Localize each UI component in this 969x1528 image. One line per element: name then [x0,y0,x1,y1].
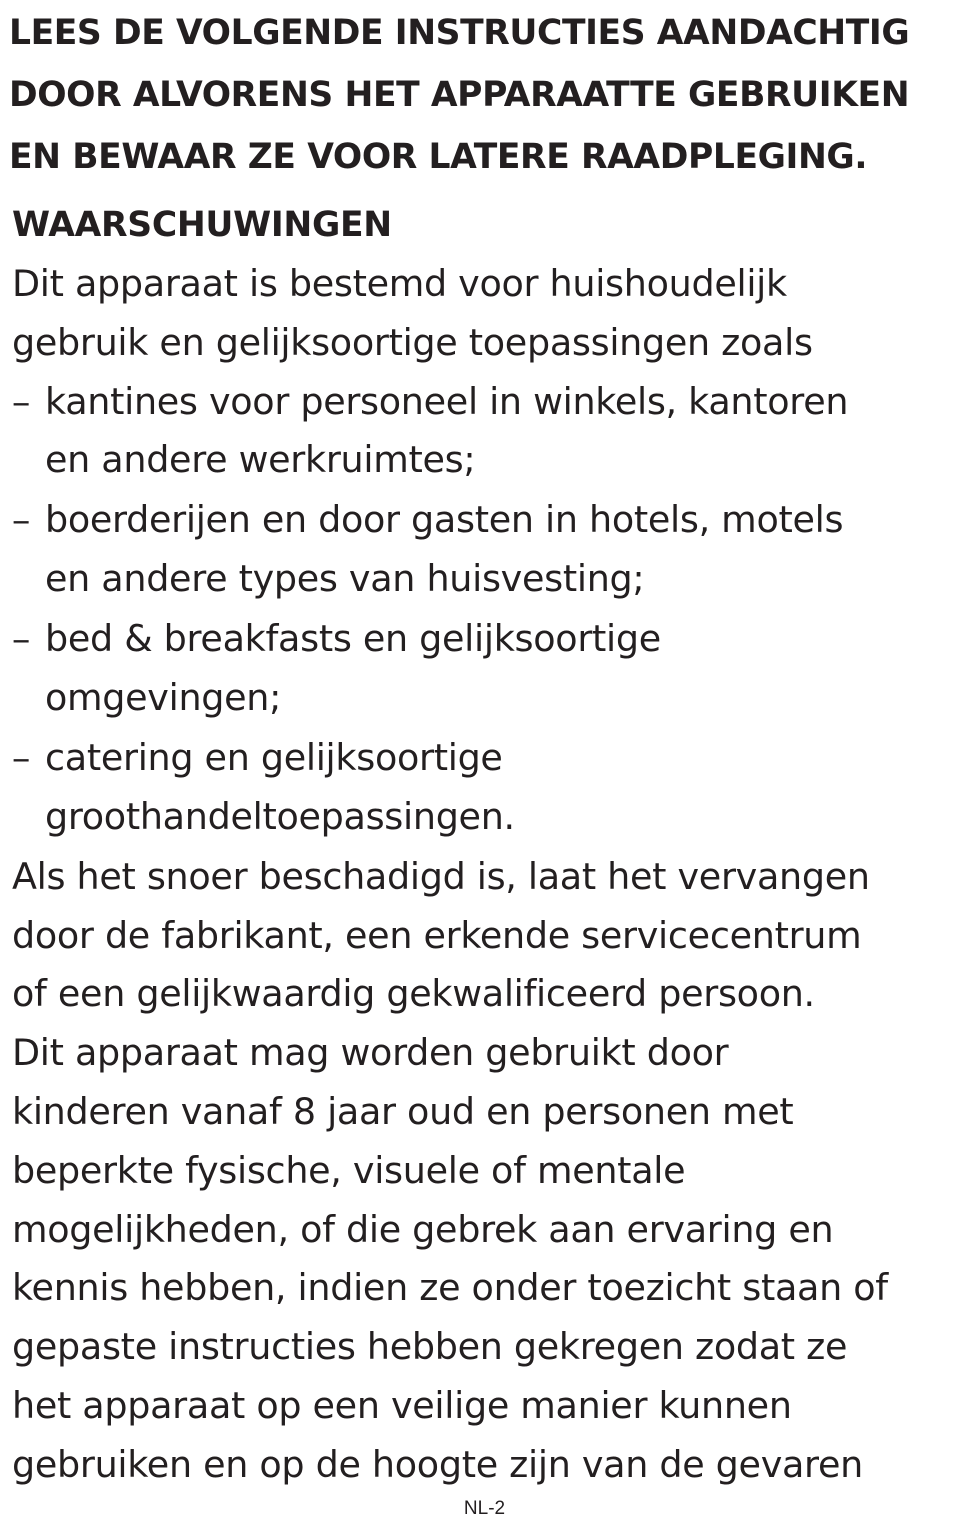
text-line: beperkte fysische, visuele of mentale [12,1148,686,1192]
text-line: Als het snoer beschadigd is, laat het vervangen [12,854,870,898]
list-item-line: en andere werkruimtes; [45,438,476,482]
paragraph-cord-damage [12,848,967,1024]
text-line: Dit apparaat mag worden gebruikt door [12,1031,729,1075]
list-item [12,610,967,728]
intro-line: EN BEWAAR ZE VOOR LATERE RAADPLEGING. [9,137,868,177]
section-heading: WAARSCHUWINGEN [12,205,392,245]
dash-bullet-icon: – [12,735,30,779]
list-item [12,491,967,609]
warnings-section [12,195,967,1494]
paragraph-children-supervision [12,1024,967,1494]
text-line: Dit apparaat is bestemd voor huishoudelijk [12,262,787,305]
dash-bullet-icon: – [12,379,30,423]
list-item-line: bed & breakfasts en gelijksoortige [45,617,661,661]
text-line: gebruiken en op de hoogte zijn van de gevaren [12,1442,863,1486]
text-line: kennis hebben, indien ze onder toezicht staan of [12,1266,888,1310]
intro-line: DOOR ALVORENS HET APPARAATTE GEBRUIKEN [9,75,910,115]
intro-instructions [9,2,967,188]
list-item-line: catering en gelijksoortige [45,735,503,779]
text-line: gepaste instructies hebben gekregen zodat ze [12,1325,848,1369]
text-line: door de fabrikant, een erkende servicecentrum [12,913,862,957]
text-line: of een gelijkwaardig gekwalificeerd persoon. [12,972,815,1016]
dash-bullet-icon: – [12,617,30,661]
text-line: het apparaat op een veilige manier kunnen [12,1383,792,1427]
paragraph-intended-use [12,255,967,373]
list-item-line: en andere types van huisvesting; [45,557,645,601]
list-item [12,373,967,491]
usage-list [12,373,967,847]
intro-line: LEES DE VOLGENDE INSTRUCTIES AANDACHTIG [9,13,910,53]
list-item-line: boerderijen en door gasten in hotels, motels [45,498,844,542]
list-item [12,729,967,847]
text-line: mogelijkheden, of die gebrek aan ervaring en [12,1207,834,1251]
text-line: kinderen vanaf 8 jaar oud en personen met [12,1089,794,1133]
page-number: NL-2 [463,1498,506,1519]
text-line: gebruik en gelijksoortige toepassingen zoals [12,320,813,364]
list-item-line: omgevingen; [45,675,282,719]
list-item-line: groothandeltoepassingen. [45,794,515,838]
list-item-line: kantines voor personeel in winkels, kantoren [45,379,849,423]
dash-bullet-icon: – [12,498,30,542]
